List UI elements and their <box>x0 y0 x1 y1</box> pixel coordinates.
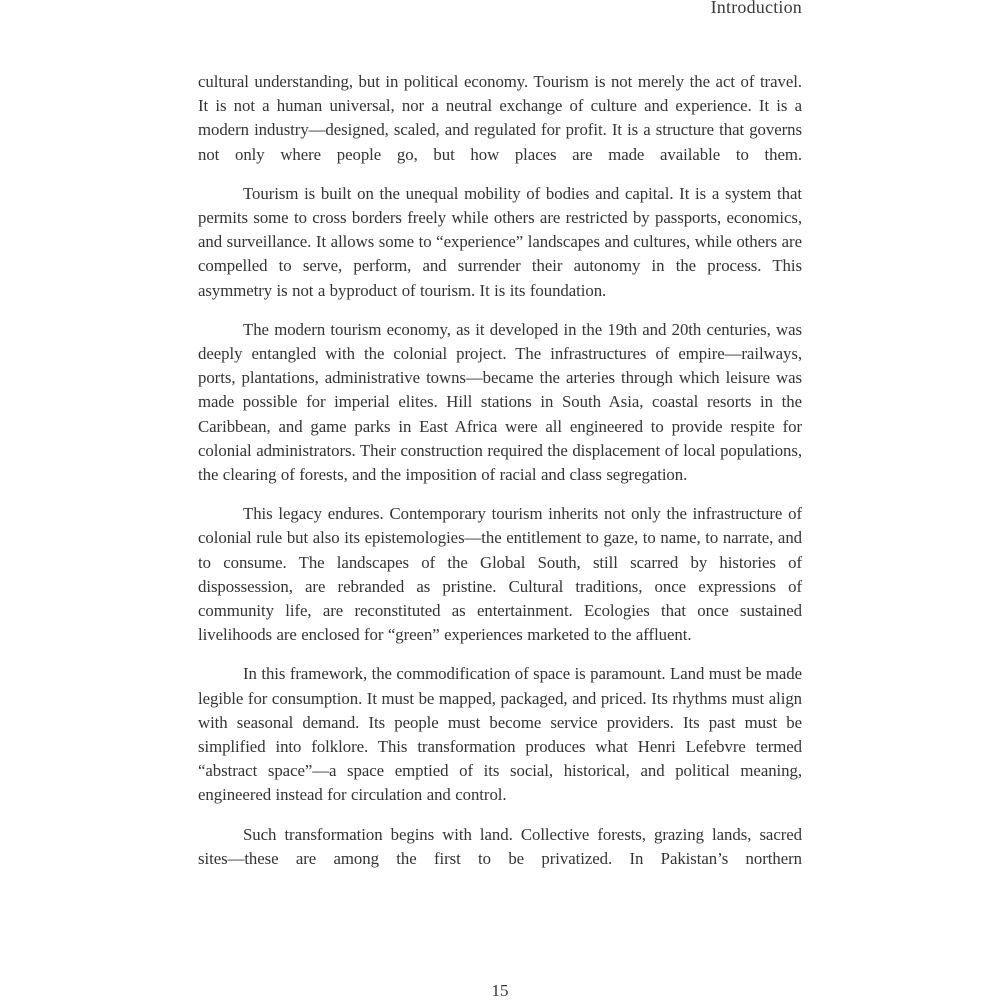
body-paragraph: Such transformation begins with land. Collective forests, grazing lands, sacred sites—these are among the first to be privatized. In Pakistan’s northern <box>198 824 802 868</box>
page-number: 15 <box>491 981 509 1000</box>
body-paragraph: This legacy endures. Contemporary tourism inherits not only the infrastructure of colonial rule but also its epistemologies—the entitlement to gaze, to name, to narrate, and to consume. The landscapes of the Global South, still scarred by histories of dispossession, are rebranded as pristine. Cultural traditions, once expressions of community life, are reconstituted as entertainment. Ecologies that once sustained livelihoods are enclosed for “green” experiences marketed to the affluent. <box>198 504 802 645</box>
running-header: Introduction <box>710 0 802 17</box>
body-paragraph: cultural understanding, but in political economy. Tourism is not merely the act of travel. It is not a human universal, nor a neutral exchange of culture and experience. It is a modern industry—designed, scaled, and regulated for profit. It is a structure that governs not only where people go, but how places are made available to them. <box>198 72 802 164</box>
body-paragraph: Tourism is built on the unequal mobility of bodies and capital. It is a system that permits some to cross borders freely while others are restricted by passports, economics, and surveillance. It allows some to “experience” landscapes and cultures, while others are compelled to serve, perform, and surrender their autonomy in the process. This asymmetry is not a byproduct of tourism. It is its foundation. <box>198 183 802 300</box>
body-paragraph: In this framework, the commodification of space is paramount. Land must be made legible for consumption. It must be mapped, packaged, and priced. Its rhythms must align with seasonal demand. Its people must become service providers. Its past must be simplified into folklore. This transformation produces what Henri Lefebvre termed “abstract space”—a space emptied of its social, historical, and political meaning, engineered instead for circulation and control. <box>198 664 802 805</box>
body-text <box>198 70 802 886</box>
body-paragraph: The modern tourism economy, as it developed in the 19th and 20th centuries, was deeply entangled with the colonial project. The infrastructures of empire—railways, ports, plantations, administrative towns—became the arteries through which leisure was made possible for imperial elites. Hill stations in South Asia, coastal resorts in the Caribbean, and game parks in East Africa were all engineered to provide respite for colonial administrators. Their construction required the displacement of local populations, the clearing of forests, and the imposition of racial and class segregation. <box>198 319 802 485</box>
